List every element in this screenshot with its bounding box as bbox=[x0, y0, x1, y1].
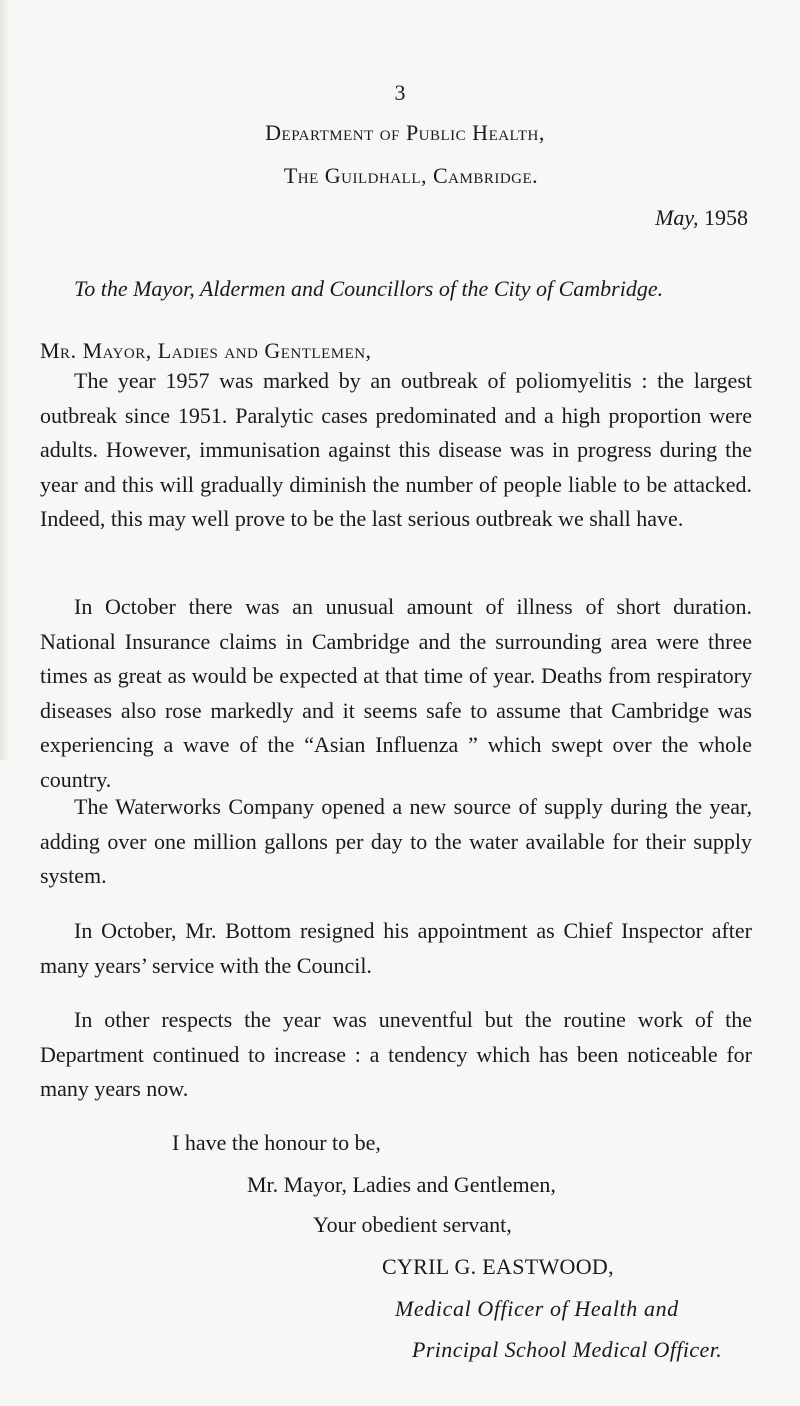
closing-line: Mr. Mayor, Ladies and Gentlemen, bbox=[247, 1172, 556, 1197]
letterhead-address: The Guildhall, Cambridge. bbox=[283, 163, 539, 188]
body-paragraph: In October, Mr. Bottom resigned his appointment as Chief Inspector after many years’ service with the Council. bbox=[40, 918, 752, 978]
page-number: 3 bbox=[394, 80, 406, 105]
salutation: Mr. Mayor, Ladies and Gentlemen, bbox=[40, 338, 372, 363]
body-paragraph: The year 1957 was marked by an outbreak of poliomyelitis : the largest outbreak since 1951. Paralytic cases predominated and a high proportion were adults. However, immunisation against this disease was in progress during the year and this will gradually diminish the number of people liable to be attacked. Indeed, this may well prove to be the last serious outbreak we shall have. bbox=[40, 368, 752, 531]
body-paragraph: The Waterworks Company opened a new source of supply during the year, adding over one million gallons per day to the water available for their supply system. bbox=[40, 794, 752, 888]
binding-edge-shadow bbox=[0, 0, 10, 760]
body-paragraph: In other respects the year was uneventful but the routine work of the Department continued to increase : a tendency which has been noticeable for many years now. bbox=[40, 1007, 752, 1101]
signatory-title: Medical Officer of Health and bbox=[395, 1296, 679, 1321]
signatory-name: CYRIL G. EASTWOOD, bbox=[382, 1254, 614, 1279]
letterhead-department: Department of Public Health, bbox=[265, 120, 545, 145]
closing-line: Your obedient servant, bbox=[313, 1212, 512, 1237]
addressee-line: To the Mayor, Aldermen and Councillors of the City of Cambridge. bbox=[74, 276, 664, 301]
letter-date bbox=[655, 205, 748, 231]
letter-date-month: May, bbox=[655, 205, 699, 230]
signatory-title: Principal School Medical Officer. bbox=[412, 1337, 723, 1362]
closing-line: I have the honour to be, bbox=[172, 1130, 381, 1155]
letter-date-year: 1958 bbox=[704, 205, 748, 230]
body-paragraph: In October there was an unusual amount of illness of short duration. National Insurance claims in Cambridge and the surrounding area were three times as great as would be expected at that time of year. Deaths from respiratory diseases also rose markedly and it seems safe to assume that Cambridge was experiencing a wave of the “Asian Influenza ” which swept over the whole country. bbox=[40, 594, 752, 792]
